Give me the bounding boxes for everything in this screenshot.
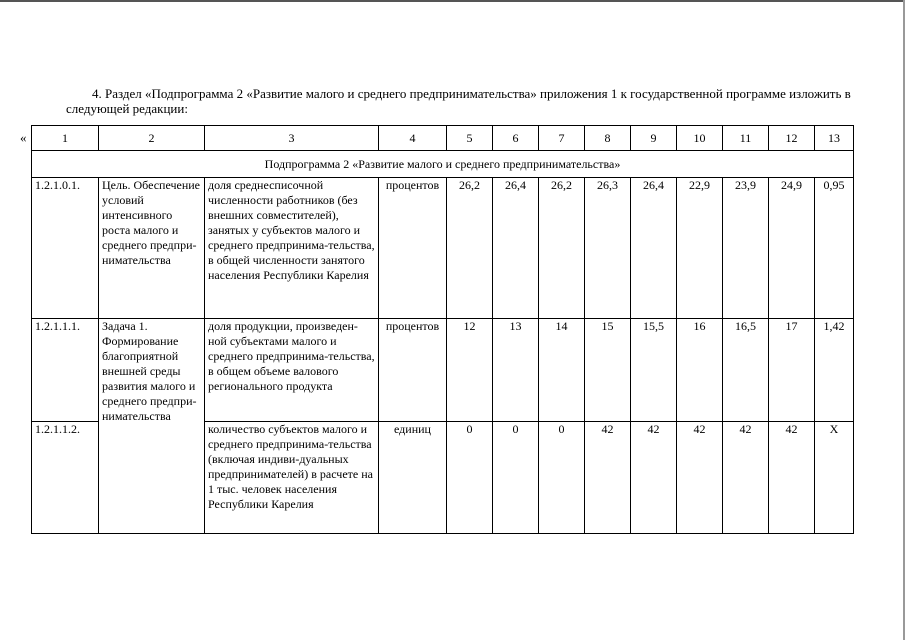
header-cell: 4 (379, 126, 447, 151)
goal-cell: Цель. Обеспечение условий интенсивного роста малого и среднего предпри-нимательства (99, 178, 205, 319)
page-top-edge (0, 0, 905, 2)
row-code: 1.2.1.1.1. (32, 319, 99, 422)
table-row (32, 319, 854, 422)
header-cell: 10 (677, 126, 723, 151)
row-code: 1.2.1.0.1. (32, 178, 99, 319)
value-cell: 42 (585, 422, 631, 534)
unit-cell: процентов (379, 319, 447, 422)
indicator-cell: доля продукции, произведен-ной субъектами малого и среднего предпринима-тельства, в общем объеме валового регионального продукта (205, 319, 379, 422)
header-cell: 2 (99, 126, 205, 151)
header-cell: 12 (769, 126, 815, 151)
value-cell: 12 (447, 319, 493, 422)
opening-quote: « (20, 130, 27, 145)
value-cell: 13 (493, 319, 539, 422)
header-cell: 1 (32, 126, 99, 151)
unit-cell: единиц (379, 422, 447, 534)
value-cell: 26,2 (447, 178, 493, 319)
value-cell: 23,9 (723, 178, 769, 319)
header-cell: 13 (815, 126, 854, 151)
header-cell: 8 (585, 126, 631, 151)
header-cell: 9 (631, 126, 677, 151)
header-cell: 7 (539, 126, 585, 151)
value-cell: 42 (769, 422, 815, 534)
value-cell: 24,9 (769, 178, 815, 319)
header-row (32, 126, 854, 151)
subprogram-title: Подпрограмма 2 «Развитие малого и среднего предпринимательства» (32, 151, 854, 178)
header-cell: 3 (205, 126, 379, 151)
header-cell: 5 (447, 126, 493, 151)
goal-cell: Задача 1. Формирование благоприятной внешней среды развития малого и среднего предпри-нимательства (99, 319, 205, 534)
row-code: 1.2.1.1.2. (32, 422, 99, 534)
unit-cell: процентов (379, 178, 447, 319)
subprogram-table (31, 125, 854, 534)
value-cell: 26,4 (493, 178, 539, 319)
value-cell: 0 (493, 422, 539, 534)
indicator-cell: количество субъектов малого и среднего предпринима-тельства (включая индиви-дуальных предпринимателей) в расчете на 1 тыс. человек населения Республики Карелия (205, 422, 379, 534)
value-cell: 0 (447, 422, 493, 534)
value-cell: 16,5 (723, 319, 769, 422)
value-cell: 26,4 (631, 178, 677, 319)
value-cell: 0 (539, 422, 585, 534)
value-cell: 22,9 (677, 178, 723, 319)
value-cell: 16 (677, 319, 723, 422)
value-cell: 42 (723, 422, 769, 534)
value-cell: 14 (539, 319, 585, 422)
value-cell: 15 (585, 319, 631, 422)
value-cell: 42 (631, 422, 677, 534)
indicator-cell: доля среднесписочной численности работников (без внешних совместителей), занятых у субъектов малого и среднего предпринима-тельства, в общей численности занятого населения Республики Карелия (205, 178, 379, 319)
value-cell: 26,3 (585, 178, 631, 319)
subprogram-title-row (32, 151, 854, 178)
header-cell: 6 (493, 126, 539, 151)
value-cell: 26,2 (539, 178, 585, 319)
intro-paragraph: 4. Раздел «Подпрограмма 2 «Развитие малого и среднего предпринимательства» приложения 1 к государственной программе изложить в следующей редакции: (66, 86, 851, 116)
value-cell: 0,95 (815, 178, 854, 319)
table-row (32, 178, 854, 319)
value-cell: 17 (769, 319, 815, 422)
value-cell: 42 (677, 422, 723, 534)
value-cell: X (815, 422, 854, 534)
value-cell: 1,42 (815, 319, 854, 422)
header-cell: 11 (723, 126, 769, 151)
value-cell: 15,5 (631, 319, 677, 422)
